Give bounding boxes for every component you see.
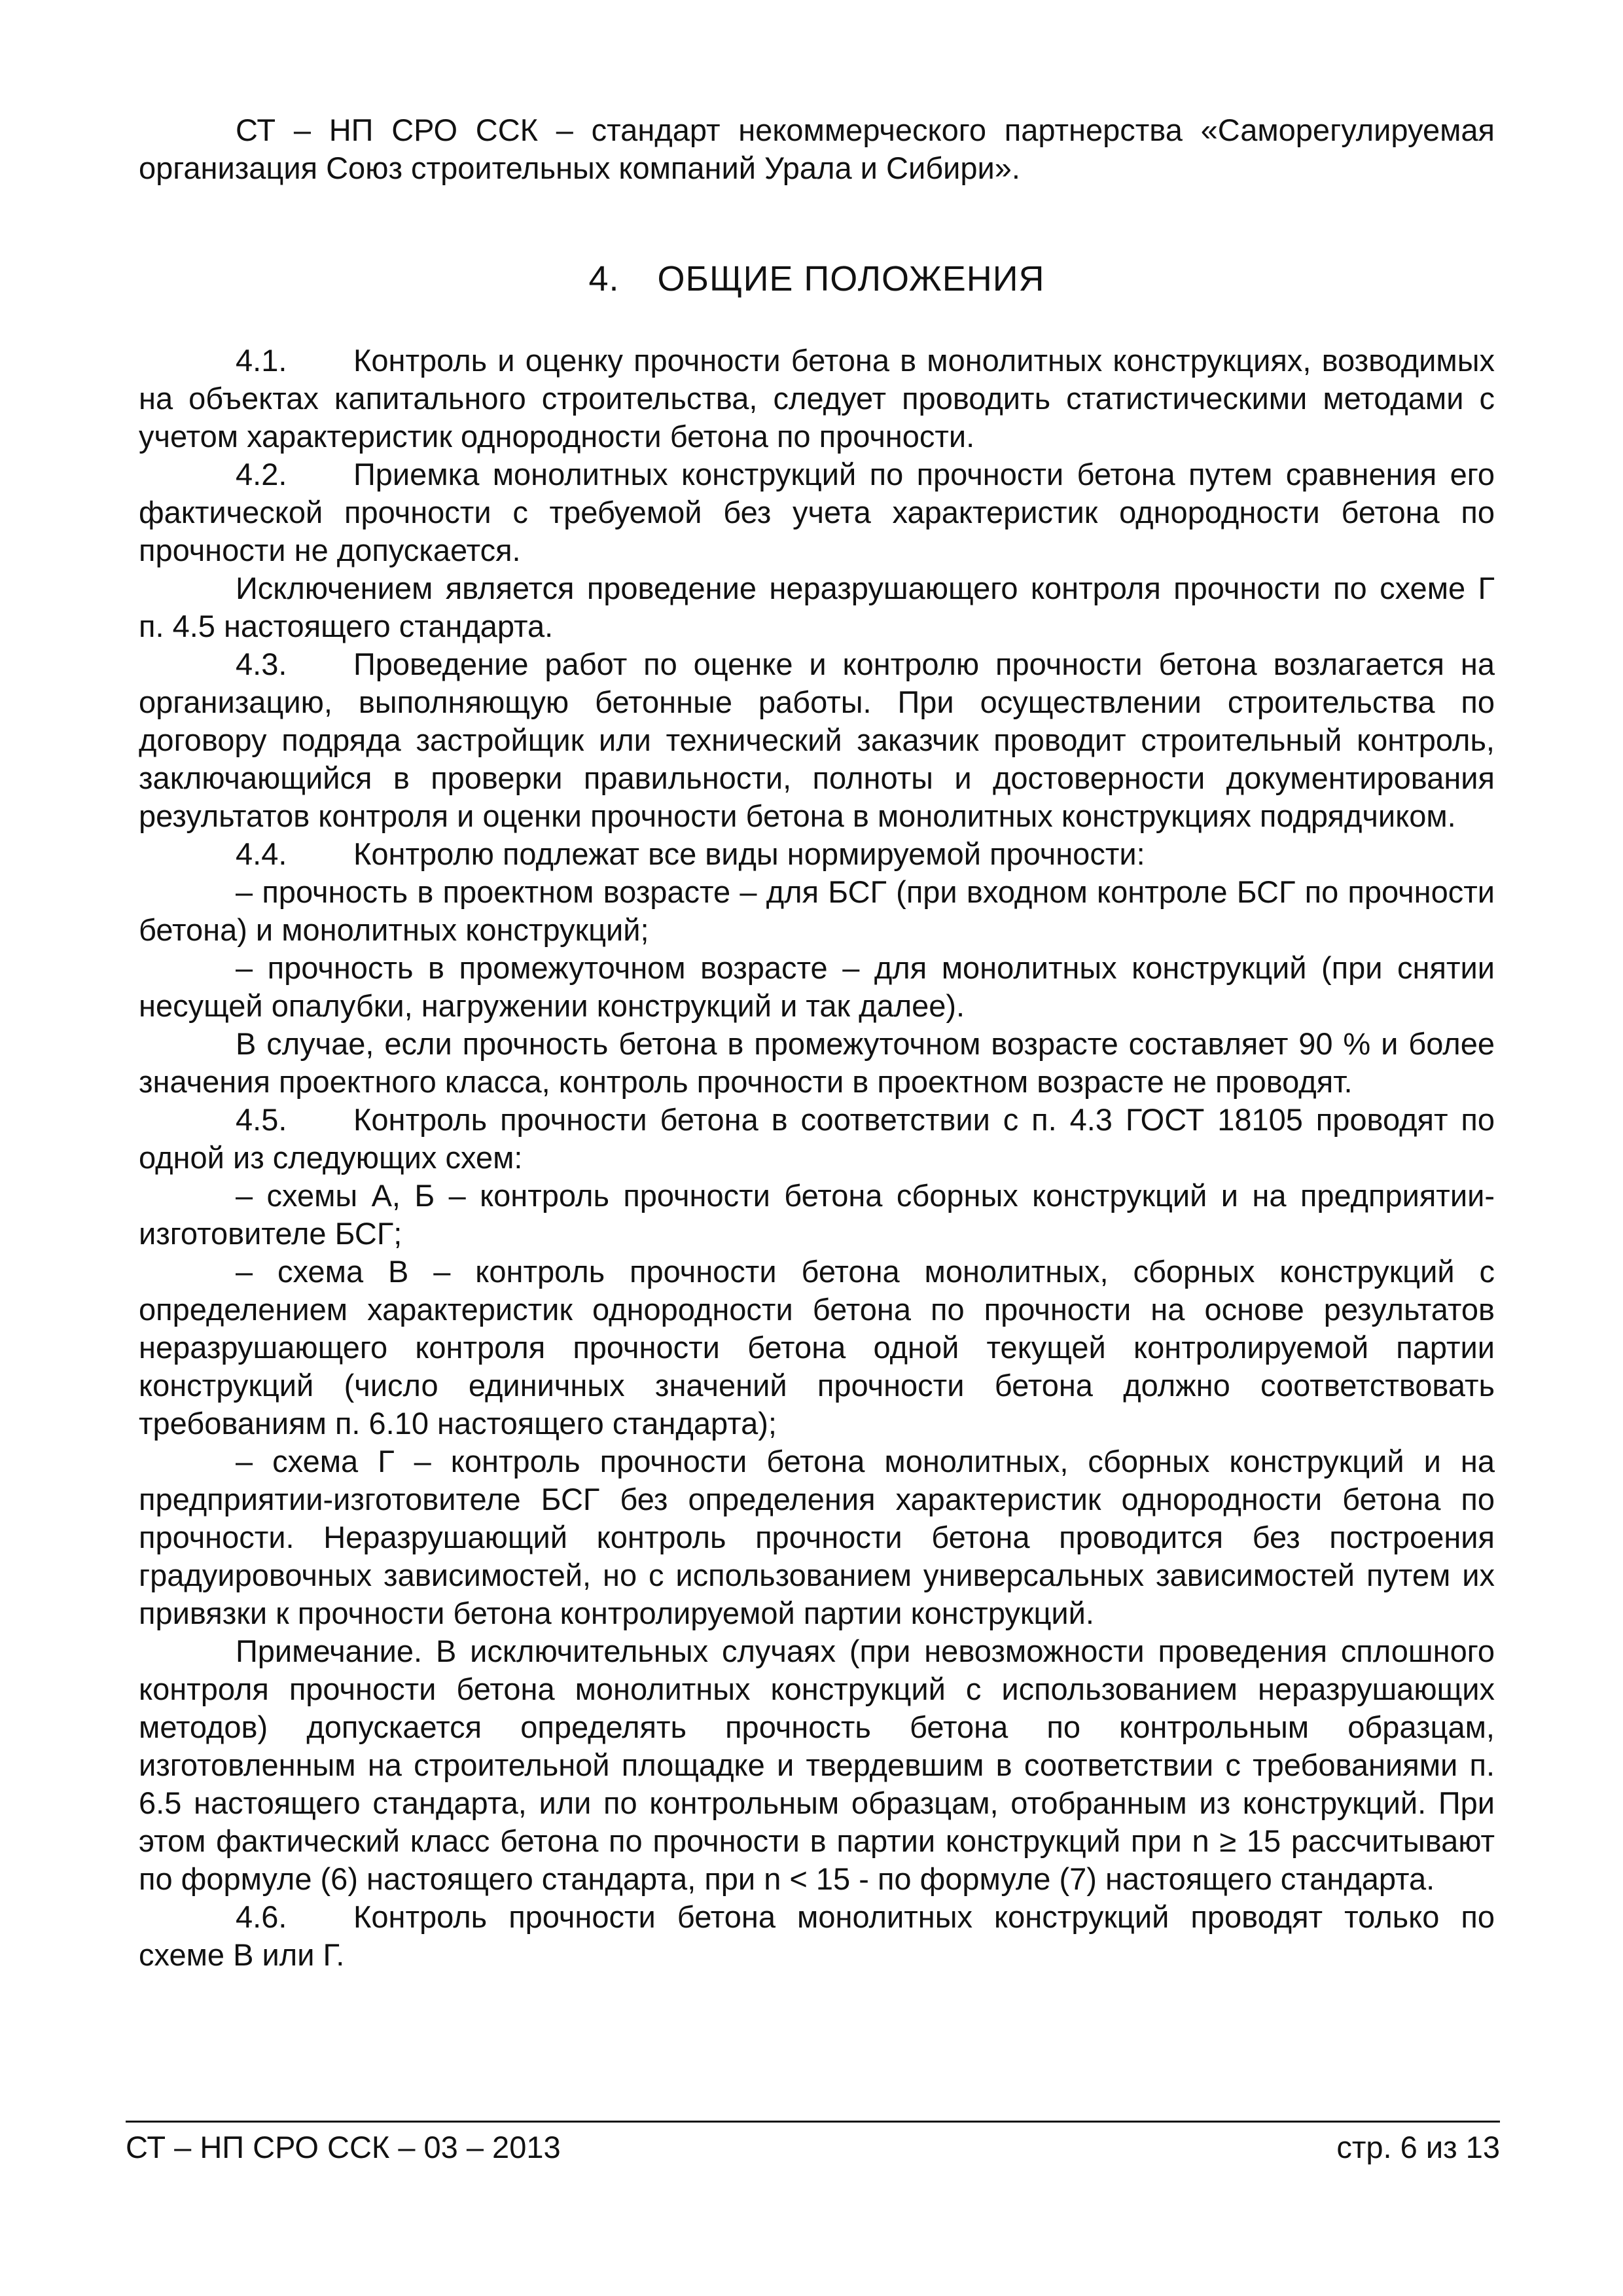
intro-text: СТ – НП СРО ССК – стандарт некоммерческого партнерства «Саморегулируемая организация Союз строительных компаний Урала и Сибири». — [139, 113, 1495, 185]
list-item — [139, 1177, 1495, 1253]
clause-text: В случае, если прочность бетона в промежуточном возрасте составляет 90 % и более значения проектного класса, контроль прочности в проектном возрасте не проводят. — [139, 1026, 1495, 1099]
list-item — [139, 949, 1495, 1025]
paragraph-4-2 — [139, 456, 1495, 569]
paragraph-4-5 — [139, 1101, 1495, 1177]
clause-number: 4.3. — [236, 647, 287, 681]
footer-page-number: стр. 6 из 13 — [1336, 2130, 1500, 2164]
page-content — [139, 111, 1495, 1974]
list-item — [139, 873, 1495, 949]
paragraph-4-4-condition — [139, 1025, 1495, 1101]
list-item — [139, 1443, 1495, 1632]
list-item-text: – схема В – контроль прочности бетона монолитных, сборных конструкций с определением характеристик однородности бетона по прочности на основе результатов неразрушающего контроля прочности бетона одной текущей контролируемой партии конструкций (число единичных значений прочности бетона должно соответствовать требованиям п. 6.10 настоящего стандарта); — [139, 1254, 1495, 1441]
list-item-text: – схемы А, Б – контроль прочности бетона сборных конструкций и на предприятии-изготовителе БСГ; — [139, 1178, 1495, 1251]
section-heading — [139, 258, 1495, 300]
paragraph-4-1 — [139, 342, 1495, 456]
note-text: Примечание. В исключительных случаях (при невозможности проведения сплошного контроля прочности бетона монолитных конструкций с использованием неразрушающих методов) допускается определять прочность бетона по контрольным образцам, изготовленным на строительной площадке и твердевшим в соответствии с требованиями п. 6.5 настоящего стандарта, или по контрольным образцам, отобранным из конструкций. При этом фактический класс бетона по прочности в партии конструкций при n ≥ 15 рассчитывают по формуле (6) настоящего стандарта, при n < 15 - по формуле (7) настоящего стандарта. — [139, 1634, 1495, 1896]
clause-text: Приемка монолитных конструкций по прочности бетона путем сравнения его фактической прочности с требуемой без учета характеристик однородности бетона по прочности не допускается. — [139, 457, 1495, 567]
clause-text: Контроль прочности бетона в соответствии с п. 4.3 ГОСТ 18105 проводят по одной из следующих схем: — [139, 1102, 1495, 1175]
page-footer — [126, 2121, 1500, 2166]
clause-number: 4.6. — [236, 1899, 287, 1934]
section-title: ОБЩИЕ ПОЛОЖЕНИЯ — [657, 259, 1045, 298]
list-item-text: – схема Г – контроль прочности бетона монолитных, сборных конструкций и на предприятии-изготовителе БСГ без определения характеристик однородности бетона по прочности. Неразрушающий контроль прочности бетона проводится без построения градуировочных зависимостей, но с использованием универсальных зависимостей путем их привязки к прочности бетона контролируемой партии конструкций. — [139, 1444, 1495, 1630]
list-item-text: – прочность в промежуточном возрасте – для монолитных конструкций (при снятии несущей опалубки, нагружении конструкций и так далее). — [139, 950, 1495, 1023]
clause-number: 4.2. — [236, 457, 287, 492]
clause-text: Контроль и оценку прочности бетона в монолитных конструкциях, возводимых на объектах капитального строительства, следует проводить статистическими методами с учетом характеристик однородности бетона по прочности. — [139, 343, 1495, 454]
paragraph-4-2-exception — [139, 569, 1495, 645]
intro-paragraph — [139, 111, 1495, 187]
clause-text: Контроль прочности бетона монолитных конструкций проводят только по схеме В или Г. — [139, 1899, 1495, 1972]
clause-number: 4.1. — [236, 343, 287, 378]
paragraph-4-4 — [139, 835, 1495, 873]
clause-text: Исключением является проведение неразрушающего контроля прочности по схеме Г п. 4.5 настоящего стандарта. — [139, 571, 1495, 643]
footer-doc-code: СТ – НП СРО ССК – 03 – 2013 — [126, 2130, 561, 2164]
paragraph-4-3 — [139, 645, 1495, 835]
clause-number: 4.4. — [236, 836, 287, 871]
clause-text: Проведение работ по оценке и контролю прочности бетона возлагается на организацию, выполняющую бетонные работы. При осуществлении строительства по договору подряда застройщик или технический заказчик проводит строительный контроль, заключающийся в проверки правильности, полноты и достоверности документирования результатов контроля и оценки прочности бетона в монолитных конструкциях подрядчиком. — [139, 647, 1495, 833]
paragraph-4-6 — [139, 1898, 1495, 1974]
clause-text: Контролю подлежат все виды нормируемой прочности: — [353, 836, 1145, 871]
list-item — [139, 1253, 1495, 1443]
list-item-text: – прочность в проектном возрасте – для БСГ (при входном контроле БСГ по прочности бетона) и монолитных конструкций; — [139, 874, 1495, 947]
note-paragraph — [139, 1632, 1495, 1898]
section-number: 4. — [588, 259, 620, 298]
clause-number: 4.5. — [236, 1102, 287, 1137]
